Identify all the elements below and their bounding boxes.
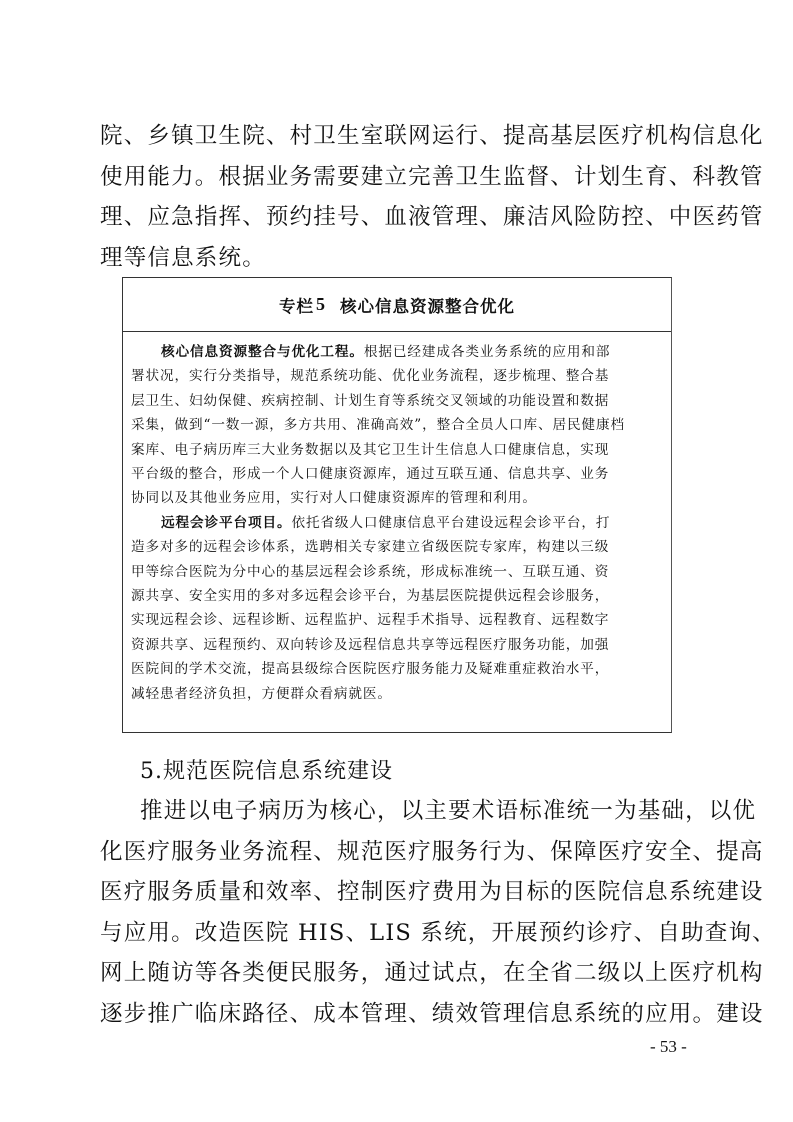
column-box — [122, 277, 672, 733]
column-title-number: 5 — [316, 294, 326, 314]
text-line: 源共享、安全实用的多对多远程会诊平台，为基层医院提供远程会诊服务， — [131, 588, 610, 605]
text-fragment: 根据已经建成各类业务系统的应用和部 — [363, 344, 611, 360]
section-lead: 核心信息资源整合与优化工程。 — [161, 344, 364, 360]
section-lead: 远程会诊平台项目。 — [161, 514, 292, 531]
text-line: 理等信息系统。 — [100, 244, 266, 271]
text-line: 署状况，实行分类指导，规范系统功能、优化业务流程，逐步梳理、整合基 — [131, 368, 610, 385]
column-box-body — [123, 332, 671, 706]
text-line: 医院间的学术交流，提高县级综合医院医疗服务能力及疑难重症救治水平， — [131, 661, 610, 678]
column-title-text: 核心信息资源整合优化 — [340, 296, 515, 316]
text-line — [131, 511, 661, 535]
text-line: 案库、电子病历库三大业务数据以及其它卫生计生信息人口健康信息，实现 — [131, 441, 610, 458]
column-title-prefix: 专栏 — [279, 296, 314, 316]
text-line: 院、乡镇卫生院、村卫生室联网运行、提高基层医疗机构信息化 — [100, 123, 764, 149]
text-line: 理、应急指挥、预约挂号、血液管理、廉洁风险防控、中医药管 — [100, 204, 764, 231]
column-box-title — [123, 278, 671, 332]
text-line: 医疗服务质量和效率、控制医疗费用为目标的医院信息系统建设 — [100, 879, 764, 906]
column-section-integration — [131, 340, 661, 511]
intro-paragraph — [100, 116, 764, 278]
text-line: 化医疗服务业务流程、规范医疗服务行为、保障医疗安全、提高 — [100, 838, 764, 865]
text-line: 平台级的整合，形成一个人口健康资源库，通过互联互通、信息共享、业务 — [131, 466, 610, 483]
text-line: 网上随访等各类便民服务，通过试点，在全省二级以上医疗机构 — [100, 960, 764, 987]
text-line: 减轻患者经济负担，方便群众看病就医。 — [131, 685, 392, 702]
text-line — [131, 340, 661, 364]
text-line: 甲等综合医院为分中心的基层远程会诊系统，形成标准统一、互联互通、资 — [131, 563, 610, 580]
column-section-telemedicine — [131, 511, 661, 706]
text-line: 协同以及其他业务应用，实行对人口健康资源库的管理和利用。 — [131, 490, 537, 507]
page-number: - 53 - — [650, 1037, 687, 1056]
text-line: 推进以电子病历为核心，以主要术语标准统一为基础，以优 — [140, 798, 757, 824]
text-line: 层卫生、妇幼保健、疾病控制、计划生育等系统交叉领域的功能设置和数据 — [131, 392, 610, 409]
text-line: 资源共享、远程预约、双向转诊及远程信息共享等远程医疗服务功能，加强 — [131, 636, 610, 653]
section-heading: 5.规范医院信息系统建设 — [140, 759, 393, 784]
text-fragment: 依托省级人口健康信息平台建设远程会诊平台，打 — [291, 514, 611, 531]
text-line: 使用能力。根据业务需要建立完善卫生监督、计划生育、科教管 — [100, 163, 764, 190]
text-line: 采集，做到“一数一源，多方共用、准确高效”，整合全员人口库、居民健康档 — [131, 417, 625, 434]
text-line: 实现远程会诊、远程诊断、远程监护、远程手术指导、远程教育、远程数字 — [131, 612, 610, 629]
text-line: 逐步推广临床路径、成本管理、绩效管理信息系统的应用。建设 — [100, 1000, 764, 1027]
text-line: 造多对多的远程会诊体系，选聘相关专家建立省级医院专家库，构建以三级 — [131, 539, 610, 556]
body-paragraph — [100, 791, 776, 1035]
text-line: 与应用。改造医院 HIS、LIS 系统，开展预约诊疗、自助查询、 — [100, 919, 776, 946]
